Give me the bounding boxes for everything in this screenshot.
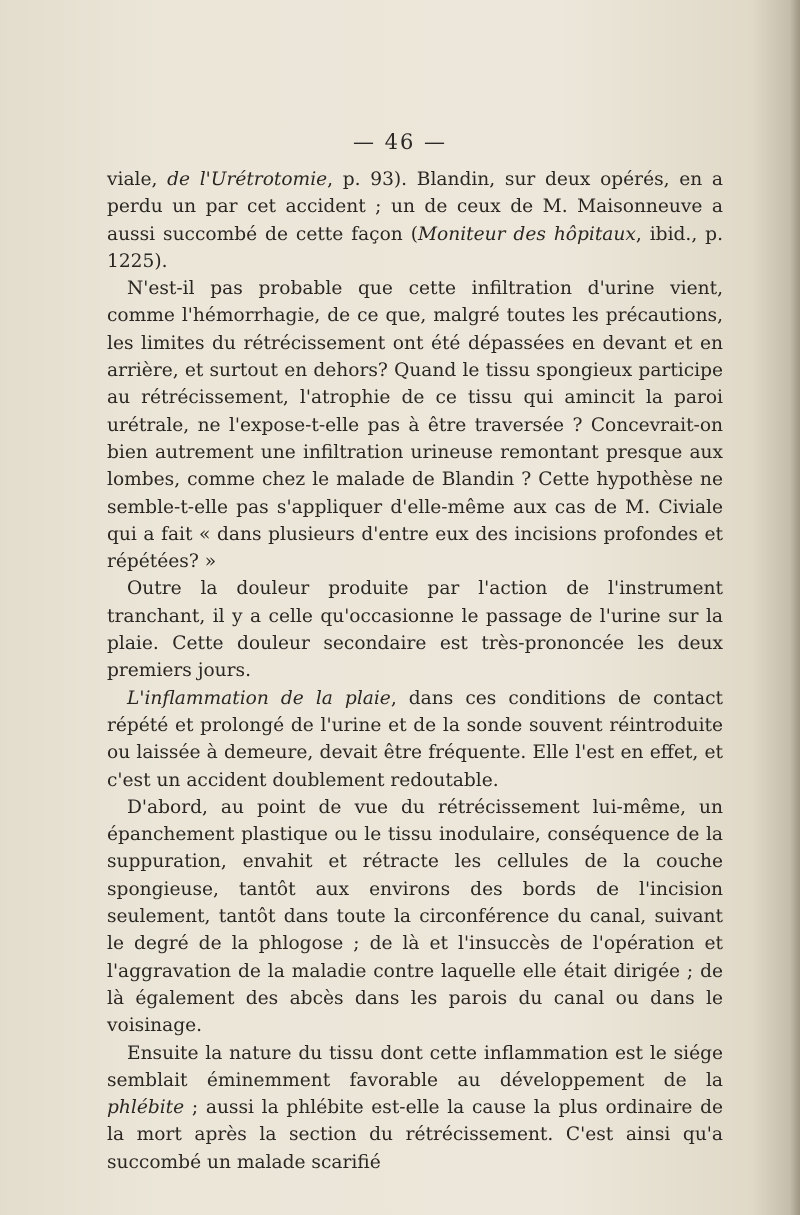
paragraph: [107, 166, 723, 275]
paragraph: [107, 275, 723, 575]
italic-heading: L'inflammation de la plaie: [127, 687, 391, 709]
italic-title: de l'Urétrotomie: [167, 169, 328, 190]
paragraph: [107, 685, 723, 794]
italic-term: phlébite: [107, 1097, 185, 1119]
paragraph: [107, 1040, 723, 1176]
text-span: , p. 93). Blandin, sur deux opérés, en a perdu un par cet accident ; un de ceux de M. Maisonneuve a aussi succombé de cette façon (: [107, 169, 723, 245]
text-span: Outre la douleur produite par l'action de l'instrument tranchant, il y a celle qu'occasionne le passage de l'urine sur la plaie. Cette douleur secondaire est très-prononcée les deux premiers jours.: [107, 578, 723, 682]
page-edge-shadow: [790, 0, 800, 1215]
italic-title: Moniteur des hôpitaux: [417, 223, 636, 245]
text-span: , ibid., p. 1225).: [107, 223, 723, 272]
text-span: viale,: [107, 169, 168, 190]
body-text: [107, 166, 723, 1176]
page-number: — 46 —: [352, 130, 448, 154]
text-span: Ensuite la nature du tissu dont cette inflammation est le siége semblait éminemment favorable au développement de la: [107, 1042, 723, 1091]
text-span: , dans ces conditions de contact répété et prolongé de l'urine et de la sonde souvent réintroduite ou laissée à demeure, devait être fréquente. Elle l'est en effet, et c'est un accident doublement redoutable.: [107, 687, 723, 791]
paragraph: [107, 575, 723, 684]
text-span: ; aussi la phlébite est-elle la cause la plus ordinaire de la mort après la section du rétrécissement. C'est ainsi qu'a succombé un malade scarifié: [107, 1097, 723, 1173]
text-span: D'abord, au point de vue du rétrécissement lui-même, un épanchement plastique ou le tissu inodulaire, conséquence de la suppuration, envahit et rétracte les cellules de la couche spongieuse, tantôt aux environs des bords de l'incision seulement, tantôt dans toute la circonférence du canal, suivant le degré de la phlogose ; de là et l'insuccès de l'opération et l'aggravation de la maladie contre laquelle elle était dirigée ; de là également des abcès dans les parois du canal ou dans le voisinage.: [107, 796, 723, 1037]
text-span: N'est-il pas probable que cette infiltration d'urine vient, comme l'hémorrhagie, de ce que, malgré toutes les précautions, les limites du rétrécissement ont été dépassées en devant et en arrière, et surtout en dehors? Quand le tissu spongieux participe au rétrécissement, l'atrophie de ce tissu qui amincit la paroi urétrale, ne l'expose-t-elle pas à être traversée ? Concevrait-on bien autrement une infiltration urineuse remontant presque aux lombes, comme chez le malade de Blandin ? Cette hypothèse ne semble-t-elle pas s'appliquer d'elle-même aux cas de M. Civiale qui a fait « dans plusieurs d'entre eux des incisions profondes et répétées? »: [107, 278, 723, 573]
paragraph: [107, 794, 723, 1040]
